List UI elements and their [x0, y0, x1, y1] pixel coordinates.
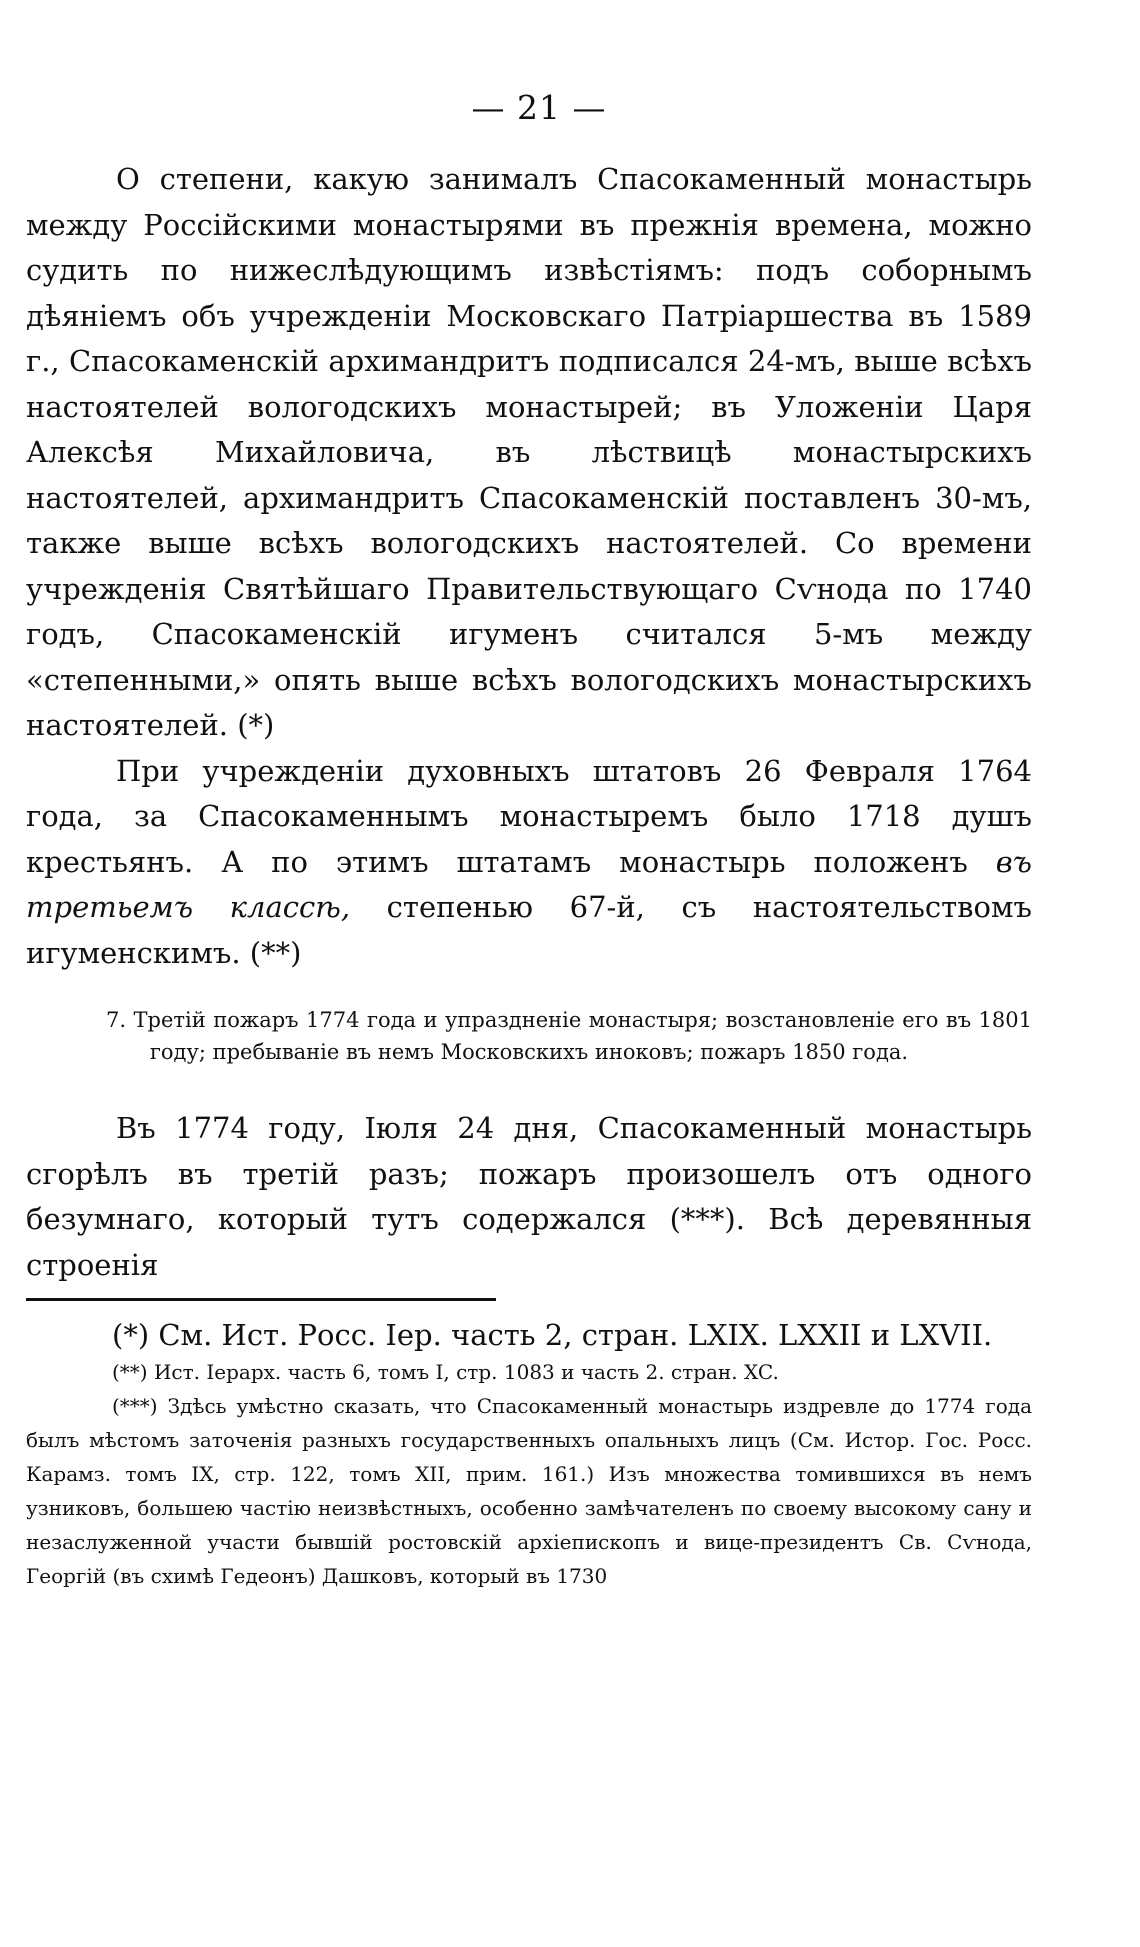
- paragraph-staff-1764-tail: степенью 67-й, съ настоятельствомъ игуменскимъ. (**): [26, 890, 1032, 970]
- footnote-3: (***) Здѣсь умѣстно сказать, что Спасокаменный монастырь издревле до 1774 года былъ мѣстомъ заточенія разныхъ государственныхъ опальныхъ лицъ (См. Истор. Гос. Росс. Карамз. томъ IX, стр. 122, томъ XII, прим. 161.) Изъ множества томившихся въ немъ узниковъ, большею частію неизвѣстныхъ, особенно замѣчателенъ по своему высокому сану и незаслуженной участи бывшій ростовскій архіепископъ и вице-президентъ Св. Сѵнода, Георгій (въ схимѣ Гедеонъ) Дашковъ, который въ 1730: [26, 1394, 1032, 1588]
- footnote-rule: [26, 1298, 496, 1301]
- footnotes: [26, 1315, 1032, 1593]
- paragraph-staff-1764-text: При учрежденіи духовныхъ штатовъ 26 Февраля 1764 года, за Спасокаменнымъ монастыремъ было 1718 душъ крестьянъ. А по этимъ штатамъ монастырь положенъ: [26, 753, 1032, 879]
- paragraph-staff-1764: [26, 749, 1032, 977]
- paragraph-third-fire: Въ 1774 году, Іюля 24 дня, Спасокаменный монастырь сгорѣлъ въ третій разъ; пожаръ произошелъ отъ одного безумнаго, который тутъ содержался (***). Всѣ деревянныя строенія: [26, 1111, 1032, 1282]
- footnote-1: (*) См. Ист. Росс. Іер. часть 2, стран. LXIX. LXXII и LXVII.: [112, 1318, 993, 1352]
- section-heading: 7. Третій пожаръ 1774 года и упраздненіе монастыря; возстановленіе его въ 1801 году; пребываніе въ немъ Московскихъ иноковъ; пожаръ 1850 года.: [106, 1008, 1032, 1064]
- footnote-2: (**) Ист. Іерарх. часть 6, томъ I, стр. 1083 и часть 2. стран. XC.: [112, 1360, 779, 1384]
- paragraph-staff-1764-italic: въ третьемъ классѣ,: [26, 844, 1032, 924]
- body-section-bottom: [26, 1106, 1032, 1288]
- body-section-top: [26, 157, 1032, 976]
- page-number: — 21 —: [471, 88, 607, 127]
- paragraph-monastery-rank: О степени, какую занималъ Спасокаменный монастырь между Россійскими монастырями въ прежнія времена, можно судить по нижеслѣдующимъ извѣстіямъ: подъ соборнымъ дѣяніемъ объ учрежденіи Московскаго Патріаршества въ 1589 г., Спасокаменскій архимандритъ подписался 24-мъ, выше всѣхъ настоятелей вологодскихъ монастырей; въ Уложеніи Царя Алексѣя Михайловича, въ лѣствицѣ монастырскихъ настоятелей, архимандритъ Спасокаменскій поставленъ 30-мъ, также выше всѣхъ вологодскихъ настоятелей. Со времени учрежденія Святѣйшаго Правительствующаго Сѵнода по 1740 годъ, Спасокаменскій игуменъ считался 5-мъ между «степенными,» опять выше всѣхъ вологодскихъ монастырскихъ настоятелей. (*): [26, 162, 1032, 742]
